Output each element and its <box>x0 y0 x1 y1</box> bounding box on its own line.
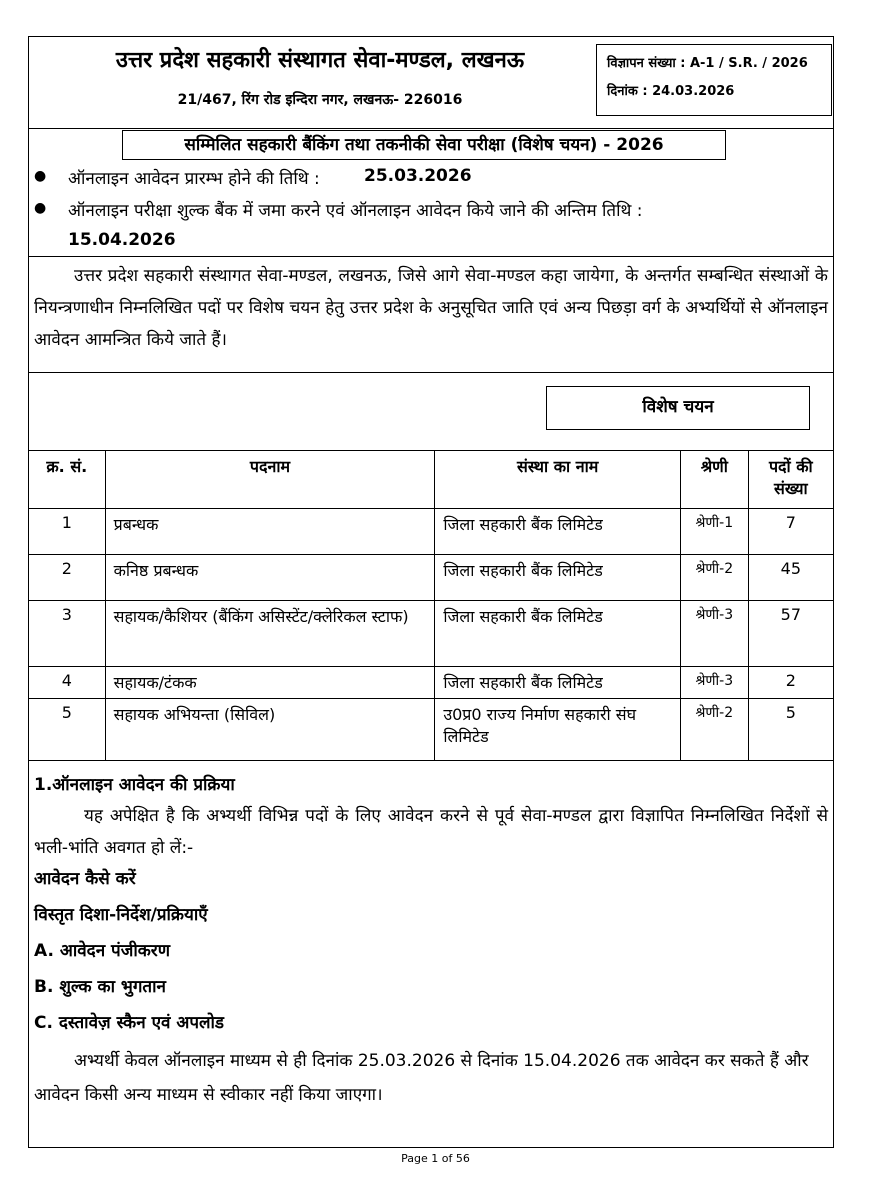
cell-category: श्रेणी-3 <box>681 667 749 699</box>
divider <box>28 372 834 373</box>
organization-address: 21/467, रिंग रोड इन्दिरा नगर, लखनऊ- 226016 <box>177 92 463 108</box>
intro-paragraph: उत्तर प्रदेश सहकारी संस्थागत सेवा-मण्डल, लखनऊ, जिसे आगे सेवा-मण्डल कहा जायेगा, के अन्तर्गत सम्बन्धित संस्थाओं के नियन्त्रणाधीन निम्नलिखित पदों पर विशेष चयन हेतु उत्तर प्रदेश के अनुसूचित जाति एवं अन्य पिछड़ा वर्ग के अभ्यर्थियों से ऑनलाइन आवेदन आमन्त्रित किये जाते हैं। <box>34 266 828 350</box>
section1-paragraph: यह अपेक्षित है कि अभ्यर्थी विभिन्न पदों के लिए आवेदन करने से पूर्व सेवा-मण्डल द्वारा विज्ञापित निम्नलिखित निर्देशों से भली-भांति अवगत हो लें:- <box>34 806 828 858</box>
header-count: पदों की संख्या <box>748 451 833 509</box>
divider <box>28 128 834 129</box>
table-row <box>29 555 834 601</box>
cell-category: श्रेणी-3 <box>681 601 749 667</box>
cell-post: सहायक/टंकक <box>105 667 435 699</box>
bullet-icon: ● <box>34 200 47 216</box>
cell-post: सहायक/कैशियर (बैंकिंग असिस्टेंट/क्लेरिकल स्टाफ) <box>105 601 435 667</box>
cell-count: 45 <box>748 555 833 601</box>
cell-count: 2 <box>748 667 833 699</box>
table-row <box>29 509 834 555</box>
table-row <box>29 699 834 761</box>
closing-paragraph: अभ्यर्थी केवल ऑनलाइन माध्यम से ही दिनांक 25.03.2026 से दिनांक 15.04.2026 तक आवेदन कर सकते हैं और आवेदन किसी अन्य माध्यम से स्वीकार नहीं किया जाएगा। <box>34 1051 809 1105</box>
section1-heading: 1.ऑनलाइन आवेदन की प्रक्रिया <box>34 775 235 795</box>
bullet-icon: ● <box>34 168 47 184</box>
exam-title: सम्मिलित सहकारी बैंकिंग तथा तकनीकी सेवा परीक्षा (विशेष चयन) - 2026 <box>122 130 726 160</box>
detailed-guidelines-heading: विस्तृत दिशा-निर्देश/प्रक्रियाएँ <box>34 905 208 925</box>
header-institution: संस्था का नाम <box>435 451 681 509</box>
cell-post: कनिष्ठ प्रबन्धक <box>105 555 435 601</box>
step-fee-payment: B. शुल्क का भुगतान <box>34 977 166 997</box>
cell-category: श्रेणी-1 <box>681 509 749 555</box>
cell-institution: जिला सहकारी बैंक लिमिटेड <box>435 601 681 667</box>
step-document-upload: C. दस्तावेज़ स्कैन एवं अपलोड <box>34 1013 225 1033</box>
advertisement-box <box>596 44 832 116</box>
start-date-value: 25.03.2026 <box>364 166 472 186</box>
divider <box>28 256 834 257</box>
how-to-apply-heading: आवेदन कैसे करें <box>34 869 136 889</box>
header-category: श्रेणी <box>681 451 749 509</box>
cell-institution: जिला सहकारी बैंक लिमिटेड <box>435 667 681 699</box>
page-number: Page 1 of 56 <box>401 1152 470 1165</box>
organization-title: उत्तर प्रदेश सहकारी संस्थागत सेवा-मण्डल, लखनऊ <box>115 48 525 73</box>
cell-post: प्रबन्धक <box>105 509 435 555</box>
cell-sno: 4 <box>29 667 106 699</box>
cell-count: 5 <box>748 699 833 761</box>
start-date-label: ऑनलाइन आवेदन प्रारम्भ होने की तिथि : <box>68 169 320 189</box>
last-date-value: 15.04.2026 <box>68 230 176 250</box>
table-row <box>29 601 834 667</box>
posts-table <box>28 450 834 761</box>
step-registration: A. आवेदन पंजीकरण <box>34 941 171 961</box>
cell-count: 7 <box>748 509 833 555</box>
table-header-row <box>29 451 834 509</box>
cell-sno: 1 <box>29 509 106 555</box>
cell-category: श्रेणी-2 <box>681 699 749 761</box>
header-post: पदनाम <box>105 451 435 509</box>
cell-category: श्रेणी-2 <box>681 555 749 601</box>
cell-sno: 2 <box>29 555 106 601</box>
special-selection-label: विशेष चयन <box>546 386 810 430</box>
last-date-label: ऑनलाइन परीक्षा शुल्क बैंक में जमा करने एवं ऑनलाइन आवेदन किये जाने की अन्तिम तिथि : <box>68 201 643 221</box>
header-sno: क्र. सं. <box>29 451 106 509</box>
advertisement-date: दिनांक : 24.03.2026 <box>607 84 735 99</box>
cell-institution: जिला सहकारी बैंक लिमिटेड <box>435 555 681 601</box>
cell-count: 57 <box>748 601 833 667</box>
cell-sno: 3 <box>29 601 106 667</box>
cell-sno: 5 <box>29 699 106 761</box>
table-row <box>29 667 834 699</box>
cell-post: सहायक अभियन्ता (सिविल) <box>105 699 435 761</box>
advertisement-number: विज्ञापन संख्या : A-1 / S.R. / 2026 <box>607 56 808 71</box>
cell-institution: उ0प्र0 राज्य निर्माण सहकारी संघ लिमिटेड <box>435 699 681 761</box>
cell-institution: जिला सहकारी बैंक लिमिटेड <box>435 509 681 555</box>
